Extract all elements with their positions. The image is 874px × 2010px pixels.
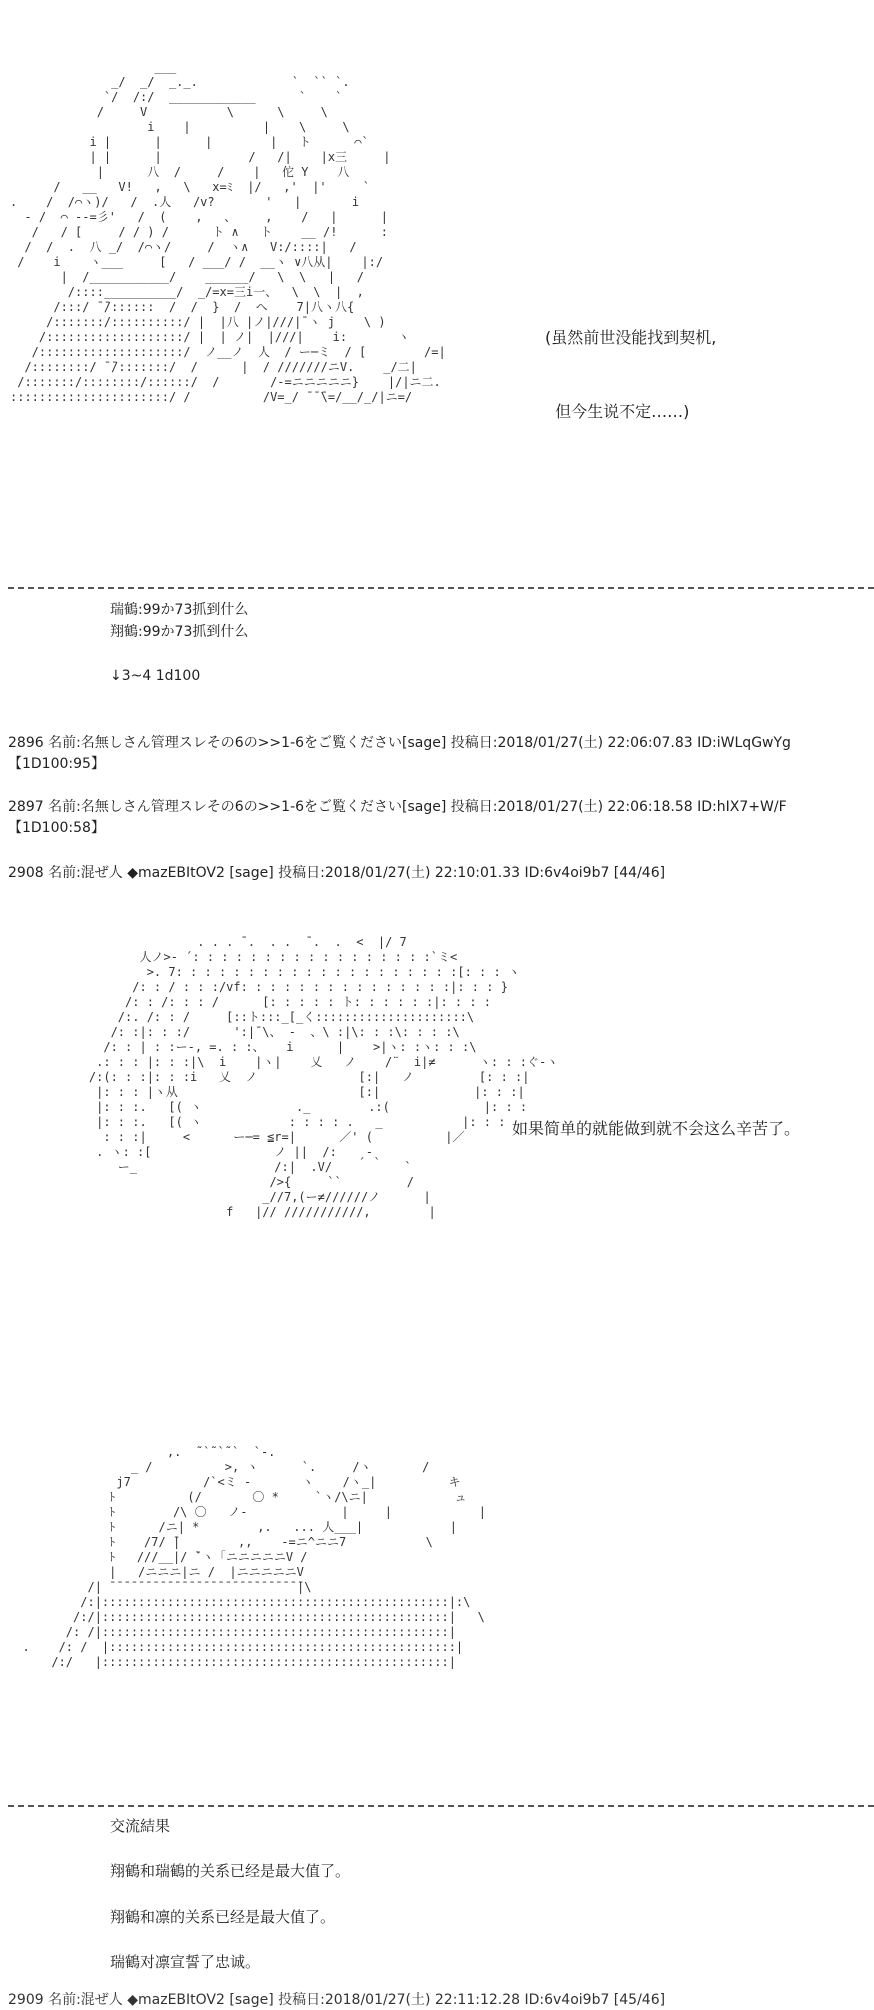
separator [8,1805,874,1807]
ascii-art-3: ,. ˜`˜`˜` `-. _ / >, ヽ `. /ヽ / j7 /`<ミ - ヽ /ヽ_| キ ﾄ (/ 〇 * `ヽ/\ニ| ュ ﾄ /\ 〇 ノ- | | | ﾄ /ニ| * ,. ... 人___| | ﾄ /7/ ̄| ,, -=ニ^ニニ7 \ ﾄ ///__|/ ̄`ヽ「ニニニニニV / | /ニニニ|ニ / |ニニニニニV /| ̄ ̄ ̄ ̄ ̄ ̄ ̄ ̄ ̄ ̄ ̄ ̄ ̄ ̄ ̄ ̄ ̄ ̄ ̄ ̄ ̄ ̄ ̄ ̄ ̄ ̄ ̄|\ /:|::::::::::::::::::::::::::::::::::::::::::::::::|:\ /:/|::::::::::::::::::::::::::::::::::::::::::::::::| \ /: /|::::::::::::::::::::::::::::::::::::::::::::::::| . /: / |::::::::::::::::::::::::::::::::::::::::::::::::| /:/ |::::::::::::::::::::::::::::::::::::::::::::::::| [22,1445,486,1669]
thought-caption-2: 如果简单的就能做到就不会这么辛苦了。 [512,1119,801,1138]
caption-line: 但今生说不定……) [545,402,690,421]
separator [8,587,874,589]
dice-result-2896: 【1D100:95】 [8,756,105,772]
post-header-2896: 2896 名前:名無しさん管理スレその6の>>1-6をご覧ください[sage] 投稿日:2018/01/27(土) 22:06:07.83 ID:iWLqGwYg [8,735,791,751]
dice-line-1: 瑞鶴:99か73抓到什么 [110,602,249,618]
ascii-art-2: . . . ̄ . . . ̄ . . < |/ 7 人ノ>‐ ´: : : : : : : : : : : : : : : : :`ミ< >. 7: : : : : : : : : : : : : : : : : : : :[: : : ヽ /: : / : : :/vf: : : : : : : : : : : : : : :|: : : } /: : /: : : / [: : : : : ト: : : : : :|: : : : /:. /: : / [::ト:::_[_く:::::::::::::::::::::\ /: :|: : :/ ':|¯\、 - 、\ :|\: : :\: : : :\ /: : | : :ー-, =. : :、 i | >|ヽ: :ヽ: : :\ .: : : |: : :|\ i |ヽ| 乂 ノ /¨ i|≠ ヽ: : :ぐ‐ヽ /:(: : :|: : :i 乂 ノ [:| ノ [: : :| |: : : |ヽ从 [:| |: : :| |: : :. [( ヽ ._ .:( |: : : |: : :. [( ヽ : : : : . _ |: : : : : :| < ー─= ≦r=| ／' ( |／ . ヽ: :[ ノ || /: ˏ-ˎ ー_ /:| .V/ ` />{ `` / _//7,(ー≠//////ノ | f |// ///////////, | [88,935,559,1219]
dice-result-2897: 【1D100:58】 [8,820,105,836]
post-header-2897: 2897 名前:名無しさん管理スレその6の>>1-6をご覧ください[sage] 投稿日:2018/01/27(土) 22:06:18.58 ID:hIX7+W/F [8,799,787,815]
post-header-cutoff: 2909 名前:混ぜ人 ◆mazEBItOV2 [sage] 投稿日:2018/01/27(土) 22:11:12.28 ID:6v4oi9b7 [45/46] [8,1992,666,2008]
post-header-2908: 2908 名前:混ぜ人 ◆mazEBItOV2 [sage] 投稿日:2018/01/27(土) 22:10:01.33 ID:6v4oi9b7 [44/46] [8,865,666,881]
caption-line: (虽然前世没能找到契机, [545,328,717,347]
thought-caption-1 [545,283,716,445]
dice-command: ↓3~4 1d100 [110,668,201,684]
result-line-3: 瑞鶴对凛宣誓了忠诚。 [110,1953,261,1971]
result-line-1: 翔鶴和瑞鶴的关系已经是最大值了。 [110,1862,351,1880]
result-line-2: 翔鶴和凛的关系已经是最大值了。 [110,1908,336,1926]
results-title: 交流結果 [110,1817,171,1835]
dice-line-2: 翔鶴:99か73抓到什么 [110,624,249,640]
ascii-art-1: ___ _/ _/ _._. ` `` `. `/ /:/ ____________ ` ` / V \ \ \ i | | \ \ i | | | | ト ⌒` | | | / /| |x三 | | 八 / / | 佗 Y 八 / __ V! , \ x=ﾐ |/ ,' |' ` . / /⌒ヽ)/ / .人 /v? ' | i - / ⌒ --=彡' / ( , 、 , / | | / / [ / / ) / ト ∧ ト __ /! : / / . 八 _/ /⌒ヽ/ / ヽ∧ V:/::::| / / i ヽ___ [ / ___/ / __ヽ ∨八从| |:/ | /___________/ ______/ \ \ | / /::::__________/ _/=x=三i一、 \ \ | , /:::/ ̄ ̄/:::::: / / } / ヘ 7|八ヽ八{ /:::::::/::::::::::/ | |八 |ノ|///|¯ヽ j \ ) /:::::::::::::::::::/ | | ノ| |///| i: ヽ /::::::::::::::::::::/ ノ__ノ 人 / ー─ミ / [ /=| /::::::::/ ̄ ̄/:::::::/ / | / ///////ニV. _/二| /:::::::/::::::::/::::::/ / /-=ニニニニニ} |/|ニ二. ::::::::::::::::::::::/ / /V=_/ ̄ ̄ ̄\=/__/_/|ニ=/ [10,60,446,404]
